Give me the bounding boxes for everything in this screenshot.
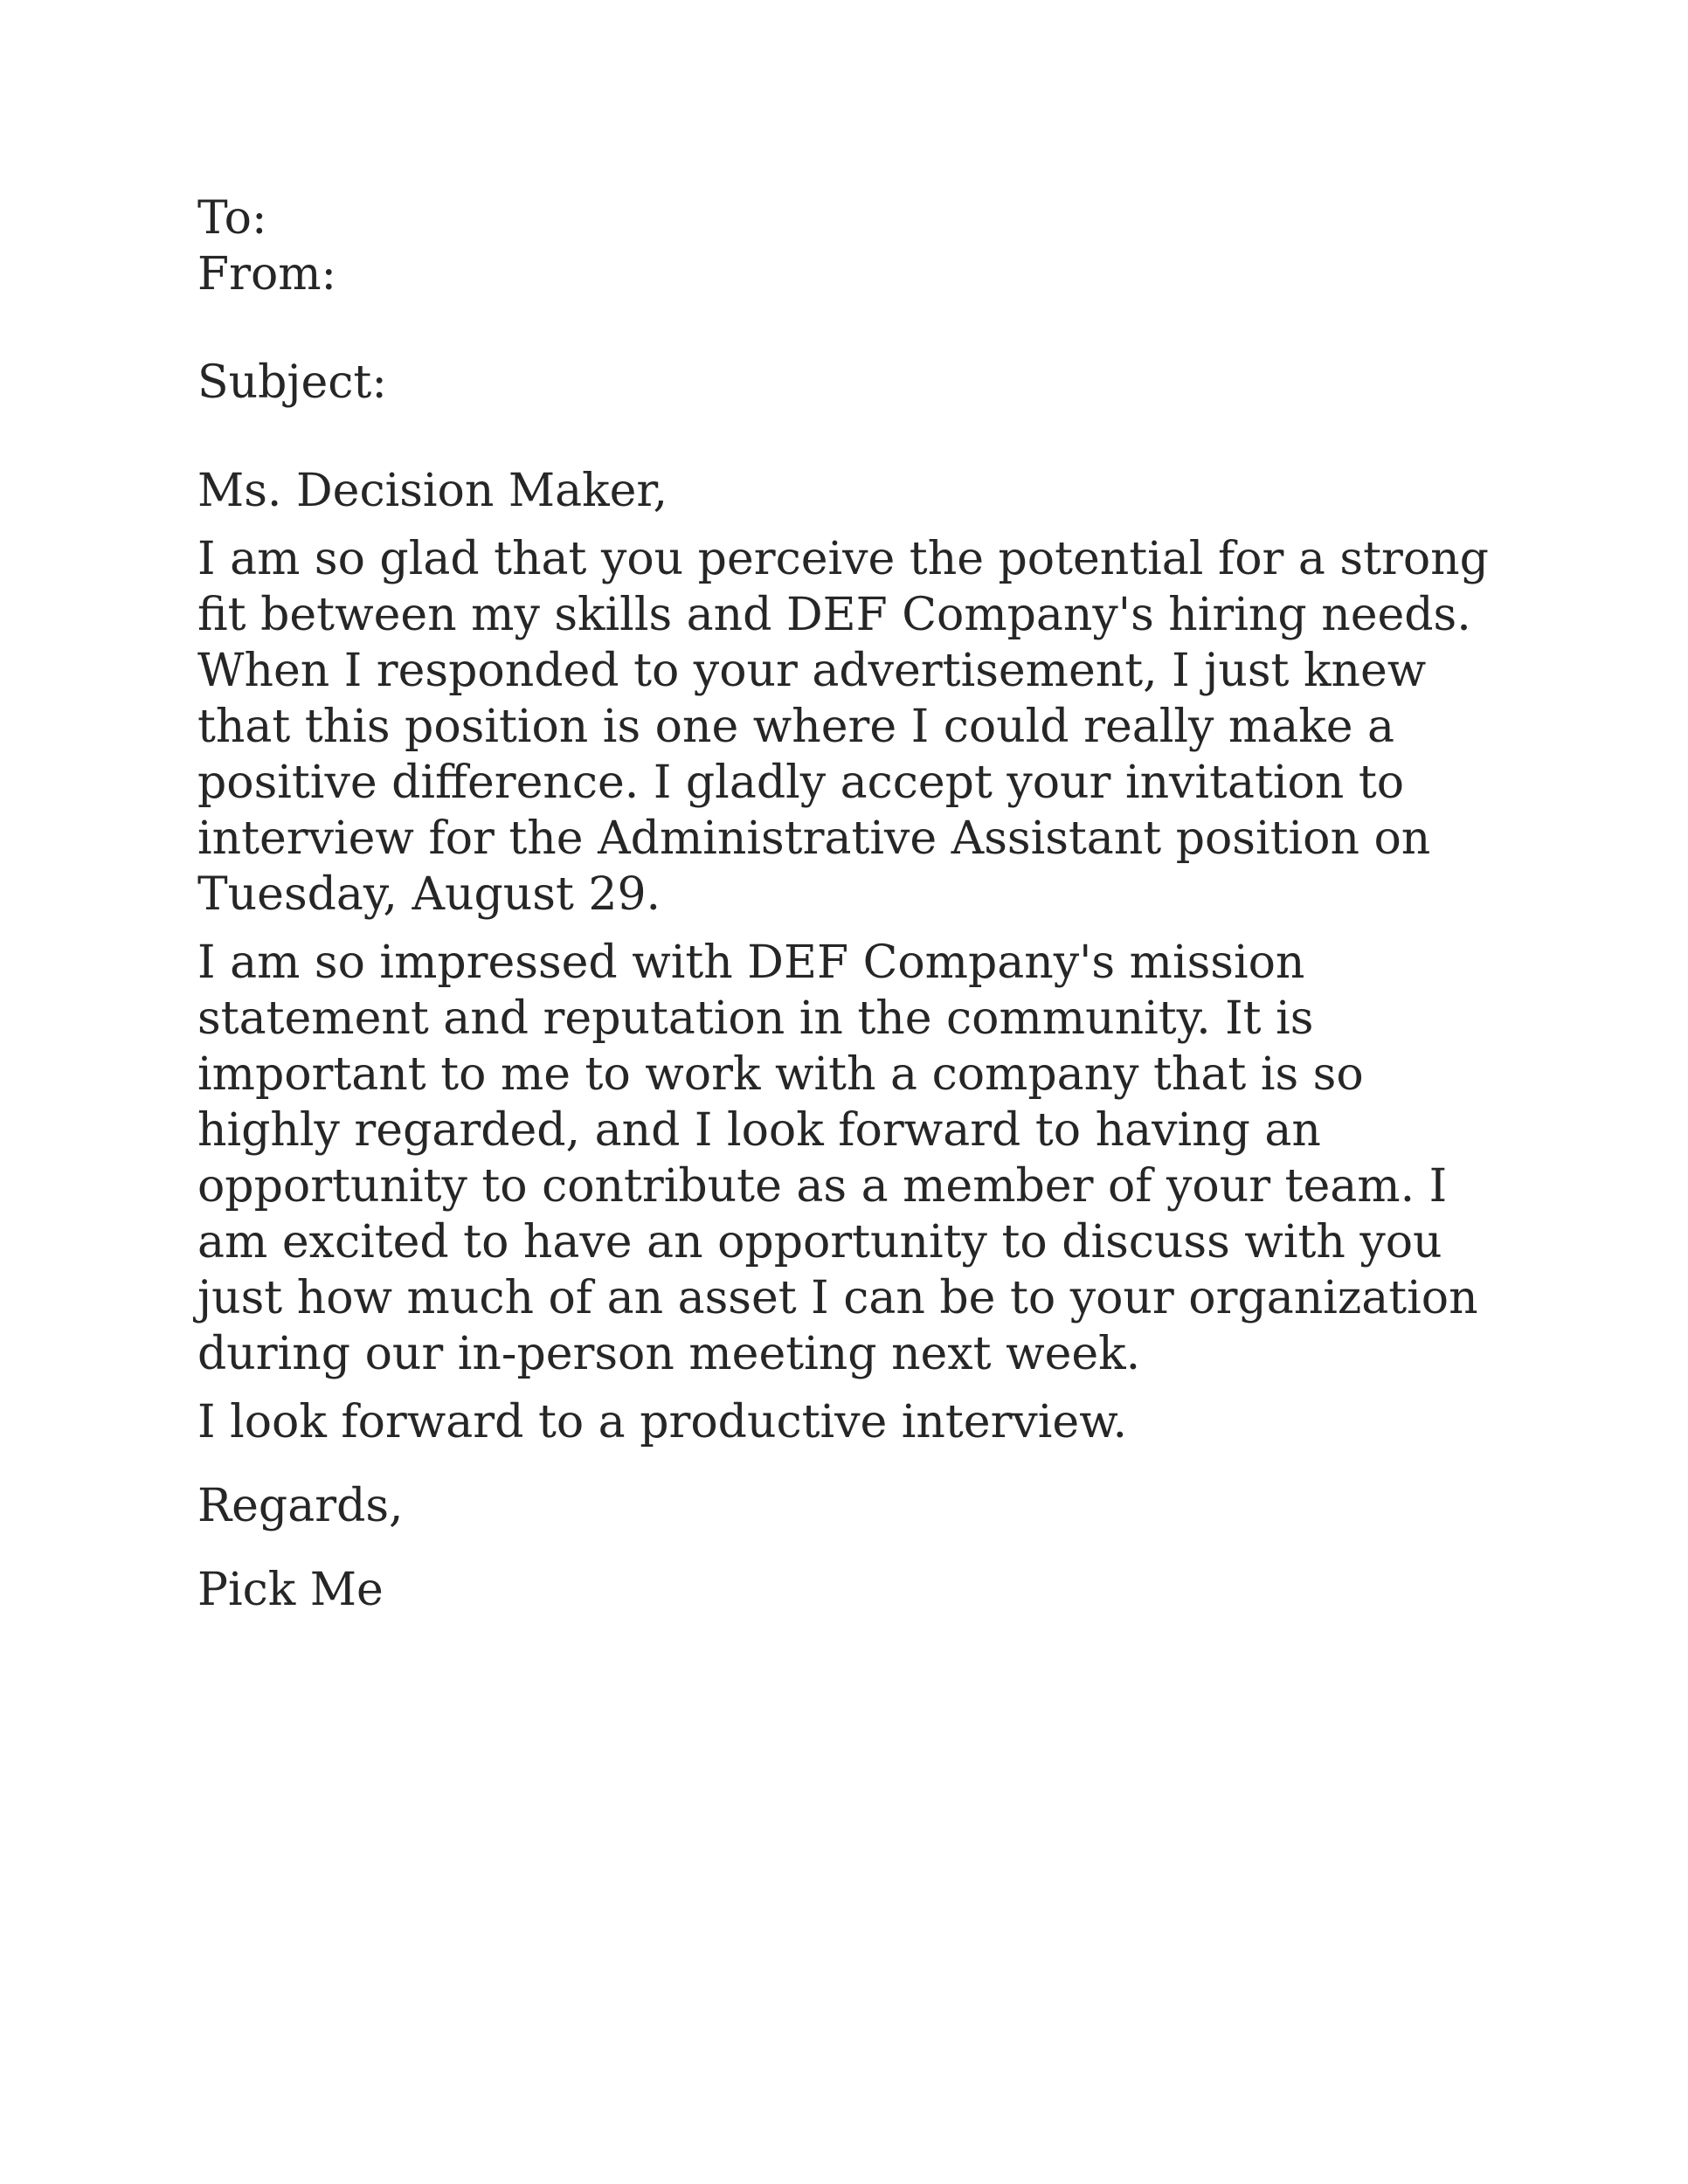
subject-label: Subject: (197, 356, 387, 409)
from-label: From: (197, 248, 337, 301)
to-label: To: (197, 192, 267, 245)
letter-page (197, 190, 1508, 1618)
signature: Pick Me (197, 1564, 384, 1616)
body-paragraph-1: I am so glad that you perceive the potential for a strong fit between my skills and DEF Company's hiring needs. When I responded to your advertisement, I just knew that this position is one where I could really make a positive difference. I gladly accept your invitation to interview for the Administrative Assistant position on Tuesday, August 29. (197, 533, 1489, 921)
body-paragraph-3: I look forward to a productive interview. (197, 1396, 1128, 1448)
salutation: Ms. Decision Maker, (197, 465, 668, 517)
body-paragraph-2: I am so impressed with DEF Company's mission statement and reputation in the community. It is important to me to work with a company that is so highly regarded, and I look forward to having an opportunity to contribute as a member of your team. I am excited to have an opportunity to discuss with you just how much of an asset I can be to your organization during our in-person meeting next week. (197, 936, 1478, 1380)
closing: Regards, (197, 1480, 404, 1532)
